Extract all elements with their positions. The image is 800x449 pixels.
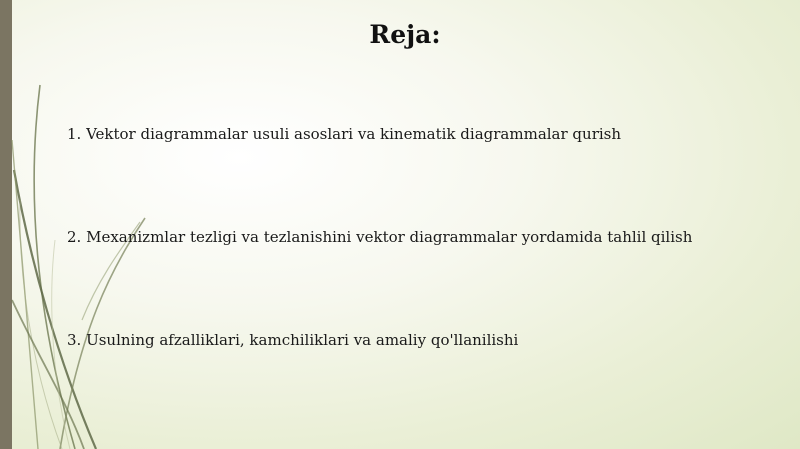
slide-title: Reja: xyxy=(369,20,441,49)
plan-item-1: 1. Vektor diagrammalar usuli asoslari va kinematik diagrammalar qurish xyxy=(67,125,622,143)
plan-item-2: 2. Mexanizmlar tezligi va tezlanishini vektor diagrammalar yordamida tahlil qilish xyxy=(67,228,693,246)
plan-item-3: 3. Usulning afzalliklari, kamchiliklari va amaliy qo'llanilishi xyxy=(67,331,519,349)
grass-decoration xyxy=(0,0,200,449)
